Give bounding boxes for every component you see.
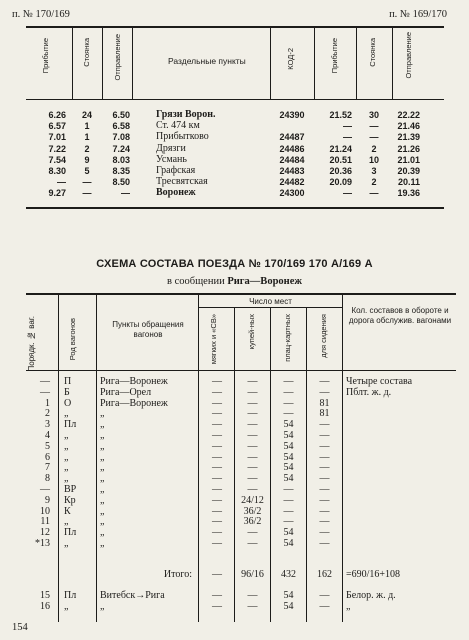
car-type-cell: Б	[64, 386, 70, 398]
coupe-seats-cell: 24/12	[241, 494, 264, 506]
sitting-seats-cell: 81	[319, 408, 330, 420]
arrival-right-cell: —	[343, 132, 352, 143]
departure-left-cell: —	[121, 188, 130, 199]
code-cell: 24483	[279, 166, 305, 176]
soft-seats-cell: —	[212, 419, 222, 431]
route-cell: „	[100, 516, 105, 528]
station-name-cell: Дрязги	[156, 142, 186, 154]
sitting-seats-cell: —	[319, 462, 330, 474]
car-type-cell: Пл	[64, 419, 77, 431]
route-cell: Витебск→Рига	[100, 590, 165, 601]
stop-left-cell: 24	[81, 110, 92, 120]
route-cell: „	[100, 601, 105, 612]
car-type-cell: „	[64, 462, 69, 474]
sitting-seats-cell: —	[319, 601, 330, 612]
car-type-cell: „	[64, 408, 69, 420]
station-name-cell: Прибытково	[156, 131, 209, 143]
plaz-seats-cell: —	[283, 376, 294, 387]
page-number: 154	[12, 622, 28, 633]
stop-left-cell: —	[82, 177, 92, 188]
stop-left-cell: 1	[84, 132, 90, 143]
sitting-seats-cell: 81	[319, 397, 330, 409]
col-soft: мягких и «СВ»	[209, 314, 218, 365]
car-number-cell: 16	[40, 601, 50, 612]
departure-right-cell: 21.26	[397, 143, 420, 154]
car-type-cell: П	[64, 376, 72, 387]
departure-right-cell: 20.39	[397, 166, 420, 176]
car-number-cell: 4	[45, 430, 50, 441]
stop-right-cell: 2	[371, 177, 377, 188]
soft-seats-cell: —	[212, 601, 222, 612]
soft-seats-cell: —	[212, 473, 222, 485]
car-number-cell: 2	[45, 408, 50, 420]
plaz-seats-cell: 54	[283, 527, 294, 539]
sitting-seats-cell: —	[319, 516, 330, 528]
car-type-cell: К	[64, 505, 71, 517]
departure-left-cell: 7.24	[112, 143, 130, 154]
totals-note-cell: =690/16+108	[346, 569, 401, 580]
car-number-cell: 1	[45, 397, 50, 409]
departure-left-cell: 8.03	[112, 154, 130, 165]
departure-left-cell: 7.08	[112, 132, 130, 143]
code-cell: 24487	[279, 132, 305, 143]
plaz-seats-cell: 54	[283, 473, 294, 485]
stop-right-cell: —	[369, 132, 379, 143]
car-number-cell: —	[40, 386, 50, 398]
coupe-seats-cell: —	[247, 451, 258, 463]
station-name-cell: Тресвятская	[156, 176, 208, 188]
totals-label: Итого:	[163, 569, 192, 580]
coupe-seats-cell: —	[247, 590, 258, 601]
coupe-seats-cell: 36/2	[243, 505, 262, 517]
route-cell: Рига—Воронеж	[100, 397, 168, 409]
plaz-seats-cell: 54	[283, 440, 294, 452]
plaz-seats-cell: —	[283, 408, 294, 420]
plaz-seats-cell: —	[283, 516, 294, 528]
route-cell: „	[100, 484, 105, 495]
car-type-cell: ВР	[64, 484, 77, 495]
station-name-cell: Грязи Ворон.	[156, 109, 216, 120]
route-cell: „	[100, 505, 105, 517]
plaz-seats-cell: 54	[283, 601, 294, 612]
totals-coupe-cell: 96/16	[241, 569, 264, 580]
arrival-left-cell: —	[57, 177, 66, 188]
col-departure-right: Отправление	[404, 32, 413, 79]
arrival-right-cell: 21.52	[329, 110, 352, 120]
car-type-cell: „	[64, 451, 69, 463]
col-order: Порядк. № ваг.	[27, 316, 36, 372]
coupe-seats-cell: —	[247, 538, 258, 549]
coupe-seats-cell: —	[247, 376, 258, 387]
car-number-cell: 8	[45, 473, 50, 485]
soft-seats-cell: —	[212, 408, 222, 420]
soft-seats-cell: —	[212, 527, 222, 539]
coupe-seats-cell: —	[247, 386, 258, 398]
car-type-cell: Пл	[64, 590, 77, 601]
col-arrival-left: Прибытие	[41, 38, 50, 74]
stop-left-cell: 1	[84, 121, 90, 132]
arrival-left-cell: 8.30	[48, 166, 66, 176]
header-left: п. № 170/169	[12, 9, 70, 20]
arrival-left-cell: 7.22	[48, 143, 66, 154]
note-cell: Пблт. ж. д.	[346, 386, 392, 398]
stop-right-cell: —	[369, 188, 379, 199]
car-number-cell: 10	[40, 505, 50, 517]
station-name-cell: Ст. 474 км	[156, 120, 200, 132]
soft-seats-cell: —	[212, 430, 222, 441]
arrival-left-cell: 7.01	[48, 132, 66, 143]
departure-right-cell: 21.01	[397, 154, 420, 165]
departure-right-cell: 21.39	[397, 132, 420, 143]
soft-seats-cell: —	[212, 462, 222, 474]
sitting-seats-cell: —	[319, 440, 330, 452]
departure-left-cell: 6.50	[112, 110, 130, 120]
car-number-cell: —	[40, 376, 50, 387]
totals-soft-cell: —	[212, 569, 222, 580]
col-departure-left: Отправление	[113, 34, 122, 81]
plaz-seats-cell: 54	[283, 462, 294, 474]
route-cell: „	[100, 462, 105, 474]
coupe-seats-cell: —	[247, 440, 258, 452]
soft-seats-cell: —	[212, 505, 222, 517]
car-number-cell: 12	[40, 527, 50, 539]
stop-left-cell: 9	[84, 154, 90, 165]
car-number-cell: 9	[45, 494, 50, 506]
arrival-left-cell: 7.54	[48, 154, 66, 165]
sitting-seats-cell: —	[319, 430, 330, 441]
sitting-seats-cell: —	[319, 538, 330, 549]
code-cell: 24300	[279, 188, 305, 199]
soft-seats-cell: —	[212, 440, 222, 452]
sitting-seats-cell: —	[319, 451, 330, 463]
car-type-cell: „	[64, 601, 69, 612]
coupe-seats-cell: —	[247, 484, 258, 495]
plaz-seats-cell: —	[283, 505, 294, 517]
coupe-seats-cell: —	[247, 408, 258, 420]
route-cell: „	[100, 538, 105, 549]
station-name-cell: Воронеж	[156, 187, 196, 199]
departure-right-cell: 19.36	[397, 188, 420, 199]
route-cell: „	[100, 440, 105, 452]
stop-right-cell: 10	[368, 154, 379, 165]
soft-seats-cell: —	[212, 590, 222, 601]
car-number-cell: *13	[35, 538, 50, 549]
coupe-seats-cell: 36/2	[243, 516, 262, 528]
col-type: Род вагонов	[68, 318, 77, 361]
stop-left-cell: 2	[84, 143, 90, 154]
totals-sit-cell: 162	[317, 569, 332, 580]
arrival-right-cell: 20.09	[329, 177, 352, 188]
car-number-cell: 11	[40, 516, 50, 528]
car-number-cell: 7	[45, 462, 50, 474]
sitting-seats-cell: —	[319, 376, 330, 387]
car-number-cell: 15	[40, 590, 50, 601]
soft-seats-cell: —	[212, 484, 222, 495]
soft-seats-cell: —	[212, 397, 222, 409]
departure-right-cell: 20.11	[397, 177, 420, 188]
sitting-seats-cell: —	[319, 494, 330, 506]
soft-seats-cell: —	[212, 386, 222, 398]
station-name-cell: Графская	[156, 165, 196, 176]
arrival-right-cell: —	[343, 188, 352, 199]
stop-right-cell: 30	[368, 110, 379, 120]
note-cell: „	[346, 601, 351, 612]
stop-left-cell: —	[82, 188, 92, 199]
coupe-seats-cell: —	[247, 397, 258, 409]
col-points: Пункты обращения вагонов	[112, 320, 184, 339]
code-cell: 24482	[279, 177, 305, 188]
route-cell: Рига—Орел	[100, 386, 152, 398]
plaz-seats-cell: 54	[283, 419, 294, 431]
plaz-seats-cell: —	[283, 484, 294, 495]
plaz-seats-cell: 54	[283, 451, 294, 463]
code-cell: 24484	[279, 154, 305, 165]
route-cell: „	[100, 408, 105, 420]
coupe-seats-cell: —	[247, 473, 258, 485]
arrival-right-cell: —	[343, 121, 352, 132]
departure-right-cell: 21.46	[397, 121, 420, 132]
arrival-right-cell: 20.36	[329, 166, 352, 176]
sitting-seats-cell: —	[319, 505, 330, 517]
coupe-seats-cell: —	[247, 601, 258, 612]
departure-left-cell: 6.58	[112, 121, 130, 132]
coupe-seats-cell: —	[247, 462, 258, 474]
col-sitting: для сидения	[319, 314, 328, 358]
car-type-cell: „	[64, 538, 69, 549]
coupe-seats-cell: —	[247, 527, 258, 539]
col-stop-left: Стоянка	[82, 38, 91, 67]
totals-plaz-cell: 432	[281, 569, 296, 580]
car-type-cell: О	[64, 397, 72, 409]
car-type-cell: Кр	[64, 494, 76, 506]
plaz-seats-cell: —	[283, 397, 294, 409]
arrival-left-cell: 9.27	[48, 188, 66, 199]
car-number-cell: 3	[45, 419, 50, 431]
route-cell: „	[100, 473, 105, 485]
car-type-cell: „	[64, 516, 69, 528]
car-type-cell: Пл	[64, 527, 77, 539]
route-cell: „	[100, 451, 105, 463]
col-note: Кол. составов в обороте и дорога обслужив. вагонами	[348, 306, 452, 325]
soft-seats-cell: —	[212, 538, 222, 549]
car-number-cell: 5	[45, 440, 50, 452]
plaz-seats-cell: 54	[283, 590, 294, 601]
route-cell: „	[100, 419, 105, 431]
car-type-cell: „	[64, 473, 69, 485]
departure-left-cell: 8.50	[112, 177, 130, 188]
sitting-seats-cell: —	[319, 484, 330, 495]
coupe-seats-cell: —	[247, 419, 258, 431]
route-cell: Рига—Воронеж	[100, 376, 168, 387]
sitting-seats-cell: —	[319, 527, 330, 539]
col-points: Раздельные пункты	[168, 56, 246, 66]
sitting-seats-cell: —	[319, 419, 330, 431]
soft-seats-cell: —	[212, 376, 222, 387]
plaz-seats-cell: —	[283, 494, 294, 506]
sitting-seats-cell: —	[319, 473, 330, 485]
stop-left-cell: 5	[84, 166, 90, 176]
soft-seats-cell: —	[212, 516, 222, 528]
plaz-seats-cell: 54	[283, 430, 294, 441]
car-type-cell: „	[64, 440, 69, 452]
car-type-cell: „	[64, 430, 69, 441]
code-cell: 24390	[279, 110, 305, 120]
arrival-left-cell: 6.57	[48, 121, 66, 132]
departure-left-cell: 8.35	[112, 166, 130, 176]
plaz-seats-cell: 54	[283, 538, 294, 549]
car-number-cell: 6	[45, 451, 50, 463]
route-cell: „	[100, 494, 105, 506]
sitting-seats-cell: —	[319, 590, 330, 601]
col-stop-right: Стоянка	[368, 38, 377, 67]
route-cell: „	[100, 527, 105, 539]
col-plaz: плац-картных	[283, 314, 292, 362]
note-cell: Белор. ж. д.	[346, 590, 396, 601]
section-subtitle: в сообщении Рига—Воронеж	[167, 276, 302, 287]
col-seats: Число мест	[249, 297, 292, 306]
arrival-right-cell: 21.24	[329, 143, 352, 154]
col-code: КОД-2	[286, 48, 295, 70]
col-coupe: купей-ных	[247, 314, 256, 350]
departure-right-cell: 22.22	[397, 110, 420, 120]
note-cell: Четыре состава	[346, 376, 413, 387]
col-arrival-right: Прибытие	[330, 38, 339, 74]
plaz-seats-cell: —	[283, 386, 294, 398]
stop-right-cell: —	[369, 121, 379, 132]
header-right: п. № 169/170	[389, 9, 447, 20]
station-name-cell: Усмань	[156, 153, 187, 165]
sitting-seats-cell: —	[319, 386, 330, 398]
car-number-cell: —	[40, 484, 50, 495]
route-cell: „	[100, 430, 105, 441]
soft-seats-cell: —	[212, 494, 222, 506]
stop-right-cell: 3	[371, 166, 377, 176]
arrival-left-cell: 6.26	[48, 110, 66, 120]
stop-right-cell: 2	[371, 143, 377, 154]
coupe-seats-cell: —	[247, 430, 258, 441]
soft-seats-cell: —	[212, 451, 222, 463]
code-cell: 24486	[279, 143, 305, 154]
arrival-right-cell: 20.51	[329, 154, 352, 165]
section-title: СХЕМА СОСТАВА ПОЕЗДА № 170/169 170 А/169 А	[96, 258, 373, 270]
